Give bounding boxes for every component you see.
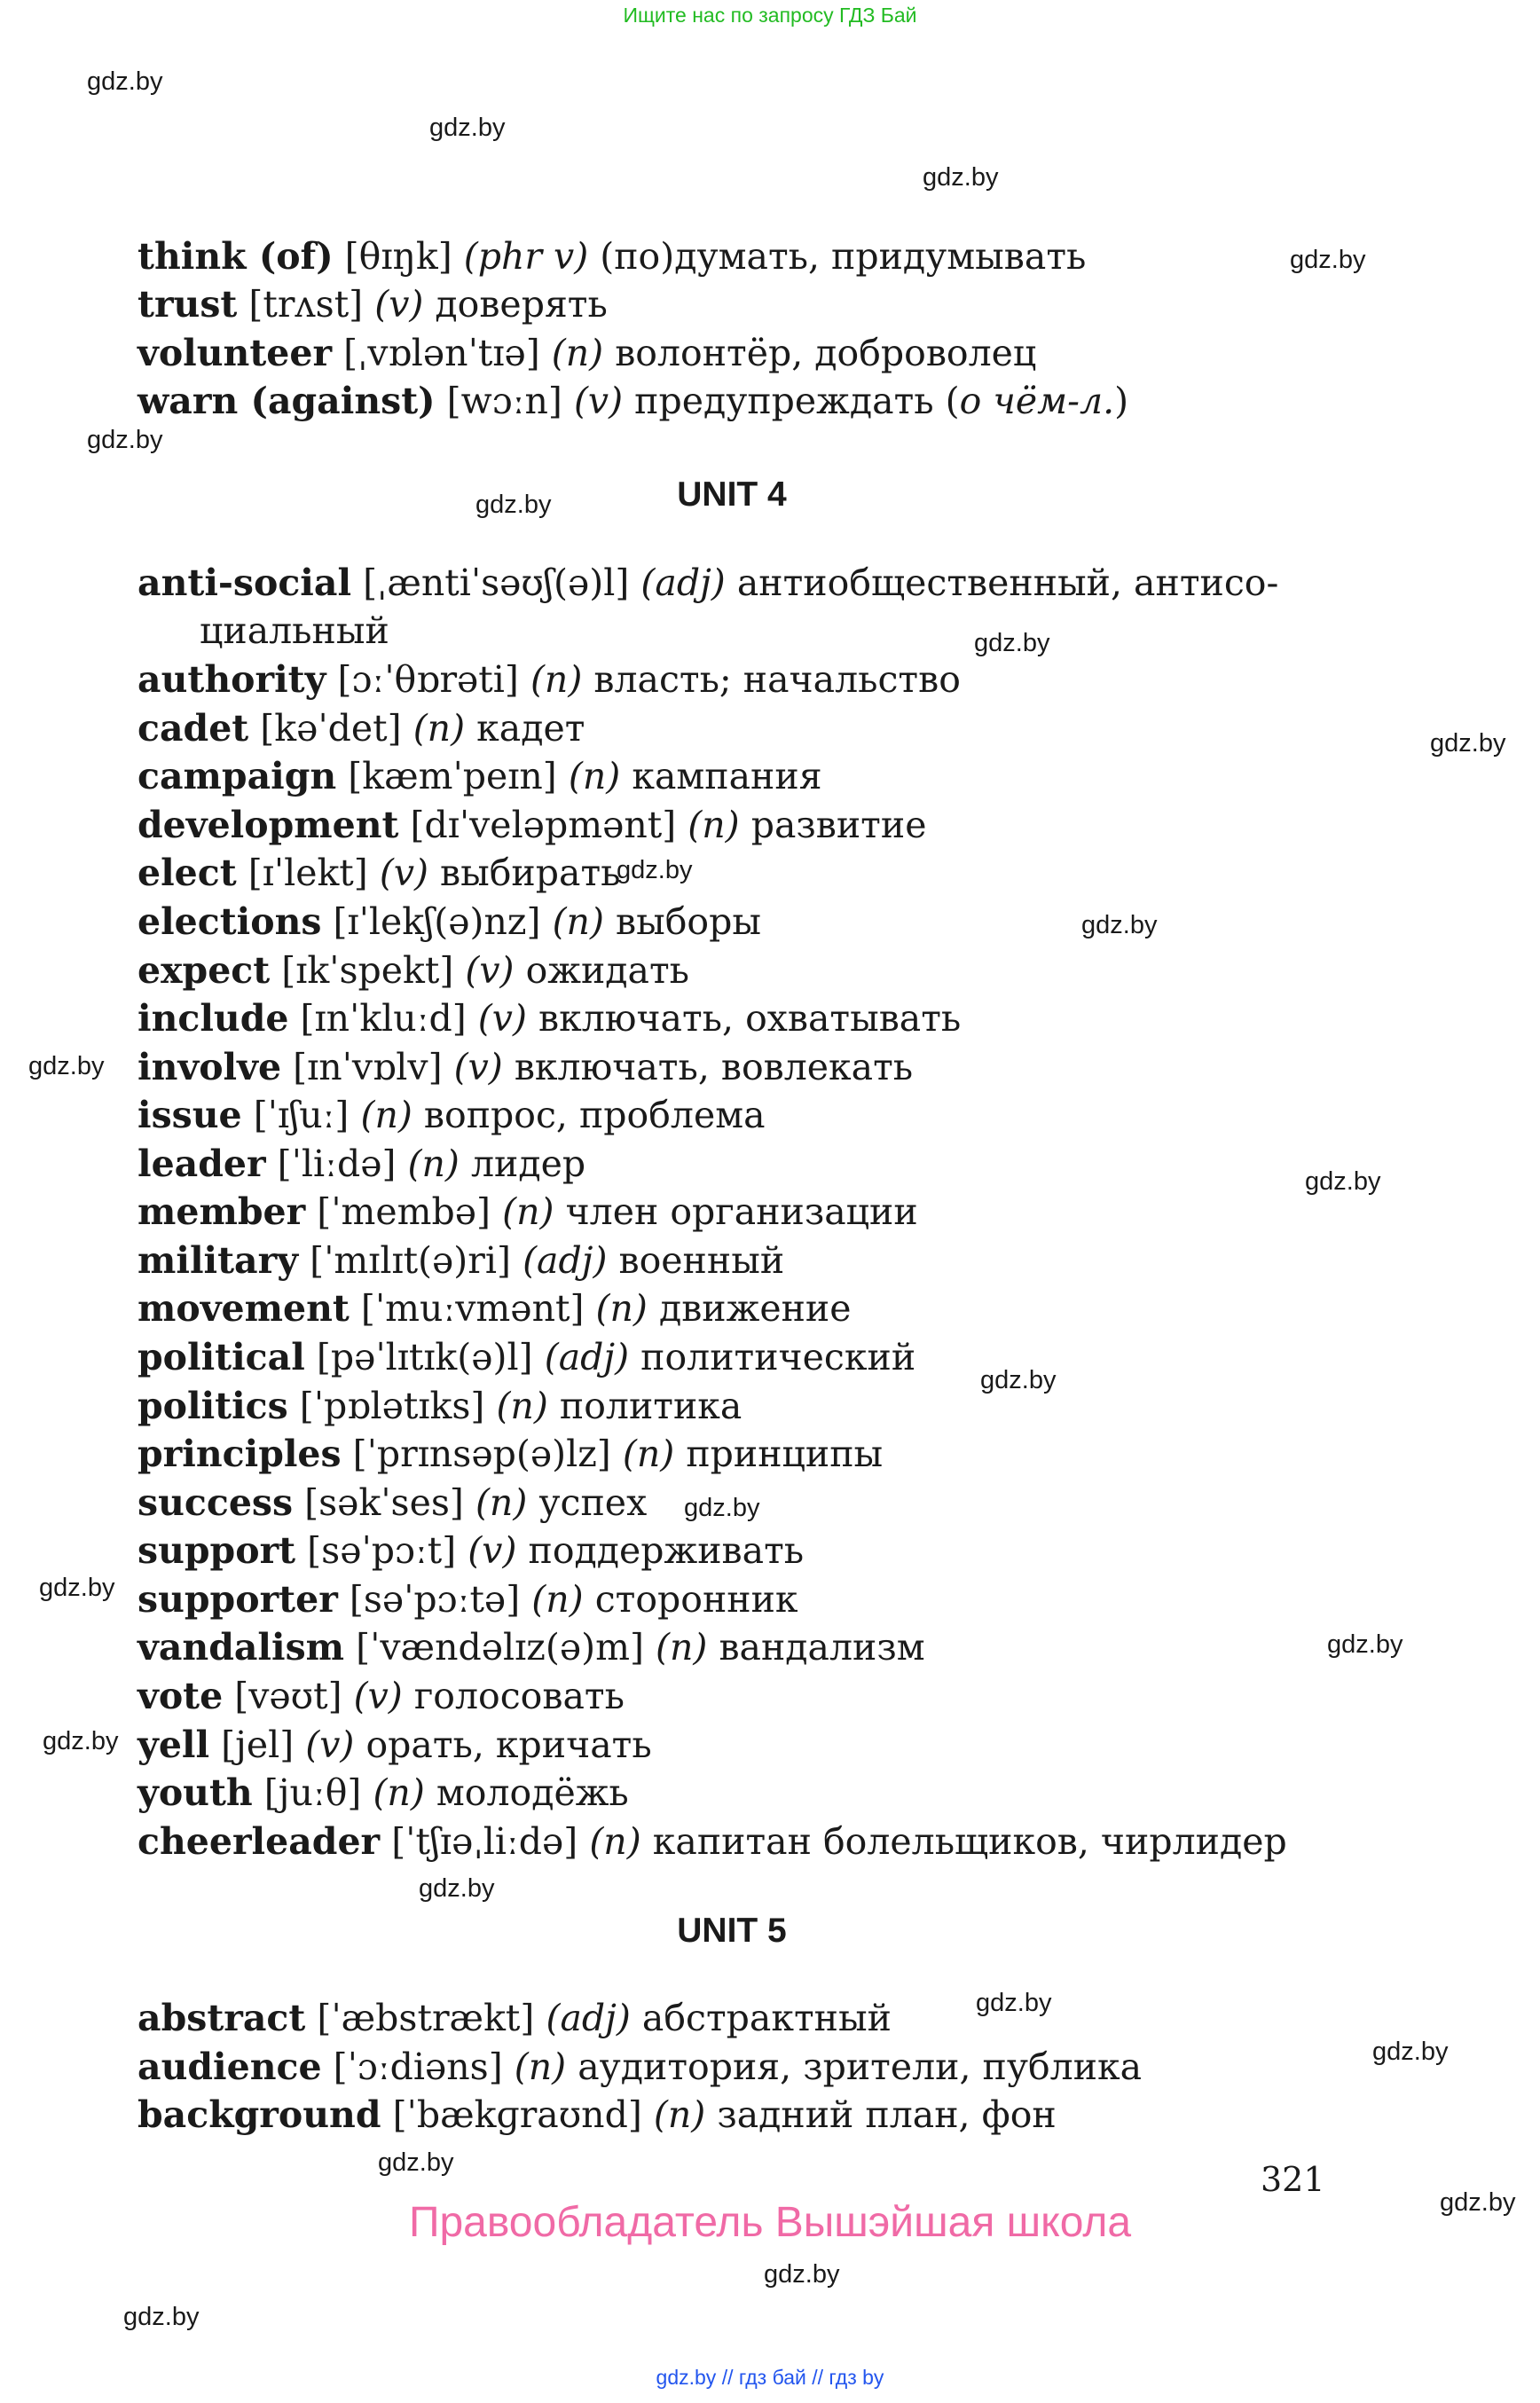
watermark: gdz.by	[1290, 246, 1366, 274]
part-of-speech: (n)	[412, 707, 466, 750]
translation: выборы	[616, 900, 761, 943]
part-of-speech: (v)	[374, 283, 424, 326]
unit-heading: UNIT 4	[677, 475, 787, 514]
vocab-entry	[138, 232, 1379, 280]
headword: elect	[138, 852, 237, 894]
translation: предупреждать (	[634, 380, 960, 422]
watermark: gdz.by	[980, 1366, 1057, 1394]
part-of-speech: (n)	[360, 1094, 412, 1136]
watermark: gdz.by	[28, 1052, 105, 1080]
translation: политика	[559, 1385, 742, 1427]
transcription: [ˈbækɡraʊnd]	[392, 2093, 642, 2136]
vocab-entry	[138, 1382, 1379, 1430]
translation: вандализм	[719, 1626, 925, 1669]
transcription: [ˈmɪlɪt(ə)ri]	[310, 1239, 512, 1282]
translation-continued: циальный	[200, 609, 389, 652]
transcription: [ɔːˈθɒrəti]	[337, 658, 519, 701]
transcription: [ˌvɒlənˈtɪə]	[343, 332, 540, 374]
transcription: [ˈvændəlɪz(ə)m]	[356, 1626, 644, 1669]
transcription: [səˈpɔːtə]	[349, 1578, 521, 1621]
transcription: [jel]	[221, 1724, 295, 1766]
headword: issue	[138, 1094, 242, 1136]
headword: authority	[138, 658, 326, 701]
vocab-entry	[138, 1043, 1379, 1091]
vocab-entry	[138, 1430, 1379, 1478]
unit-heading: UNIT 5	[677, 1912, 787, 1950]
transcription: [trʌst]	[248, 283, 364, 326]
translation: включать, вовлекать	[514, 1046, 914, 1088]
headword: principles	[138, 1433, 342, 1475]
translation: кампания	[632, 755, 822, 797]
translation: власть; начальство	[593, 658, 961, 701]
transcription: [ɪˈlekʃ(ə)nz]	[333, 900, 541, 943]
headword: background	[138, 2093, 381, 2136]
headword: vote	[138, 1675, 224, 1717]
transcription: [ˈæbstrækt]	[317, 1997, 535, 2039]
part-of-speech: (n)	[514, 2046, 567, 2088]
transcription: [juːθ]	[263, 1771, 362, 1814]
watermark: gdz.by	[1440, 2188, 1516, 2217]
watermark: gdz.by	[974, 629, 1050, 657]
part-of-speech: (n)	[552, 900, 604, 943]
watermark: gdz.by	[617, 856, 693, 884]
vocab-entry	[138, 1284, 1379, 1332]
transcription: [dɪˈveləpmənt]	[410, 804, 677, 846]
translation: включать, охватывать	[538, 997, 962, 1040]
part-of-speech: (v)	[353, 1675, 403, 1717]
part-of-speech: (adj)	[544, 1336, 630, 1378]
vocab-entry	[138, 801, 1379, 849]
vocab-entry	[138, 656, 1379, 703]
part-of-speech: (v)	[379, 852, 428, 894]
headword: politics	[138, 1385, 288, 1427]
part-of-speech: (n)	[551, 332, 604, 374]
translation: политический	[640, 1336, 916, 1378]
translation: абстрактный	[641, 1997, 892, 2039]
headword: movement	[138, 1287, 350, 1330]
headword: expect	[138, 949, 271, 992]
vocab-entry	[138, 1527, 1379, 1575]
transcription: [səˈpɔːt]	[307, 1529, 457, 1572]
transcription: [wɔːn]	[446, 380, 562, 422]
translation: орать, кричать	[365, 1724, 652, 1766]
vocab-entry	[138, 1994, 1379, 2042]
part-of-speech: (adj)	[640, 561, 726, 604]
part-of-speech: (v)	[465, 949, 515, 992]
translation: ожидать	[525, 949, 689, 992]
vocab-entry	[138, 329, 1379, 377]
part-of-speech: (v)	[305, 1724, 355, 1766]
watermark: gdz.by	[87, 67, 163, 96]
part-of-speech: (phr v)	[463, 235, 589, 278]
headword: abstract	[138, 1997, 306, 2039]
part-of-speech: (n)	[407, 1143, 460, 1185]
page-number: 321	[1261, 2160, 1325, 2199]
watermark: gdz.by	[87, 426, 163, 454]
part-of-speech: (adj)	[546, 1997, 631, 2039]
part-of-speech: (n)	[530, 658, 583, 701]
headword: youth	[138, 1771, 253, 1814]
watermark: gdz.by	[1430, 729, 1506, 758]
part-of-speech: (v)	[573, 380, 624, 422]
headword: cheerleader	[138, 1820, 381, 1863]
translation: выбирать	[440, 852, 621, 894]
part-of-speech: (n)	[531, 1578, 584, 1621]
part-of-speech: (n)	[589, 1820, 641, 1863]
translation: принципы	[686, 1433, 884, 1475]
vocab-entry	[138, 1818, 1379, 1865]
translation: военный	[618, 1239, 785, 1282]
headword: leader	[138, 1143, 266, 1185]
watermark: gdz.by	[378, 2148, 454, 2177]
vocab-entry	[138, 2091, 1379, 2139]
vocab-entry	[138, 849, 1379, 897]
transcription: [ˈliːdə]	[277, 1143, 397, 1185]
transcription: [ˈprɪnsəp(ə)lz]	[352, 1433, 611, 1475]
translation: молодёжь	[436, 1771, 629, 1814]
headword: cadet	[138, 707, 249, 750]
headword: political	[138, 1336, 305, 1378]
translation: голосовать	[413, 1675, 625, 1717]
translation: успех	[538, 1481, 648, 1524]
headword: think (of)	[138, 235, 334, 278]
transcription: [vəʊt]	[234, 1675, 342, 1717]
transcription: [ˌæntiˈsəʊʃ(ə)l]	[363, 561, 630, 604]
headword: anti-social	[138, 561, 352, 604]
headword: campaign	[138, 755, 337, 797]
watermark: gdz.by	[923, 163, 999, 192]
vocab-entry	[138, 1623, 1379, 1671]
translation: вопрос, проблема	[423, 1094, 766, 1136]
translation: сторонник	[594, 1578, 798, 1621]
part-of-speech: (v)	[453, 1046, 503, 1088]
translation: член организации	[565, 1190, 918, 1233]
headword: development	[138, 804, 399, 846]
part-of-speech: (adj)	[522, 1239, 608, 1282]
headword: support	[138, 1529, 296, 1572]
part-of-speech: (n)	[595, 1287, 648, 1330]
watermark: gdz.by	[684, 1494, 760, 1522]
transcription: [kæmˈpeɪn]	[348, 755, 557, 797]
rights-holder: Правообладатель Вышэйшая школа	[408, 2199, 1132, 2246]
usage-note: о чём-л.	[959, 380, 1115, 422]
part-of-speech: (v)	[468, 1529, 517, 1572]
watermark: gdz.by	[1372, 2038, 1449, 2066]
translation: лидер	[470, 1143, 586, 1185]
headword: vandalism	[138, 1626, 345, 1669]
transcription: [pəˈlɪtɪk(ə)l]	[316, 1336, 533, 1378]
vocab-entry: warn (against) [wɔːn] (v) предупреждать (о чём-л.)	[138, 380, 1129, 422]
vocab-entry	[138, 1188, 1379, 1236]
part-of-speech: (n)	[568, 755, 621, 797]
transcription: [ˈtʃɪəˌliːdə]	[391, 1820, 578, 1863]
vocab-entry	[138, 704, 1379, 752]
transcription: [ˈɔːdiəns]	[333, 2046, 503, 2088]
headword: volunteer	[138, 332, 333, 374]
headword: success	[138, 1481, 294, 1524]
vocab-entry	[138, 280, 1379, 328]
translation: задний план, фон	[717, 2093, 1057, 2136]
translation: (по)думать, придумывать	[600, 235, 1087, 278]
transcription: [ɪkˈspekt]	[281, 949, 454, 992]
headword: trust	[138, 283, 238, 326]
part-of-speech: (n)	[502, 1190, 554, 1233]
vocab-entry	[138, 1479, 1379, 1527]
headword: audience	[138, 2046, 322, 2088]
headword: warn (against)	[138, 380, 436, 422]
part-of-speech: (n)	[475, 1481, 528, 1524]
vocab-entry	[138, 2043, 1379, 2091]
vocab-entry	[138, 1575, 1379, 1623]
part-of-speech: (n)	[496, 1385, 548, 1427]
vocab-entry	[138, 1333, 1379, 1381]
vocab-entry	[138, 1140, 1379, 1188]
headword: military	[138, 1239, 299, 1282]
headword: include	[138, 997, 289, 1040]
part-of-speech: (n)	[653, 2093, 706, 2136]
headword: member	[138, 1190, 306, 1233]
translation: движение	[658, 1287, 852, 1330]
part-of-speech: (v)	[477, 997, 527, 1040]
vocab-entry	[138, 898, 1379, 946]
transcription: [ɪnˈvɒlv]	[293, 1046, 443, 1088]
vocab-entry	[138, 1721, 1379, 1769]
part-of-speech: (n)	[373, 1771, 425, 1814]
watermark: gdz.by	[419, 1874, 495, 1903]
part-of-speech: (n)	[656, 1626, 708, 1669]
vocab-entry	[138, 946, 1379, 994]
vocab-entry	[138, 994, 1379, 1042]
watermark: gdz.by	[764, 2260, 840, 2289]
vocab-entry	[138, 1672, 1379, 1720]
part-of-speech: (n)	[622, 1433, 675, 1475]
transcription: [ˈpɒlətɪks]	[299, 1385, 485, 1427]
transcription: [kəˈdet]	[260, 707, 402, 750]
watermark: gdz.by	[43, 1727, 119, 1755]
watermark: gdz.by	[976, 1989, 1052, 2017]
vocab-entry	[138, 1769, 1379, 1817]
top-banner-link[interactable]: Ищите нас по запросу ГДЗ Бай	[623, 4, 917, 27]
transcription: [ɪˈlekt]	[248, 852, 368, 894]
bottom-links[interactable]: gdz.by // гдз бай // гдз by	[656, 2366, 884, 2389]
headword: involve	[138, 1046, 282, 1088]
part-of-speech: (n)	[688, 804, 740, 846]
watermark: gdz.by	[475, 491, 552, 519]
watermark: gdz.by	[1327, 1630, 1403, 1659]
watermark: gdz.by	[123, 2303, 200, 2331]
transcription: [ˈmuːvmənt]	[360, 1287, 585, 1330]
translation: доверять	[435, 283, 608, 326]
headword: yell	[138, 1724, 210, 1766]
transcription: [ˈmembə]	[317, 1190, 491, 1233]
translation: аудитория, зрители, публика	[578, 2046, 1143, 2088]
headword: elections	[138, 900, 322, 943]
translation: кадет	[476, 707, 585, 750]
vocab-entry	[138, 1237, 1379, 1284]
headword: supporter	[138, 1578, 338, 1621]
translation: поддерживать	[528, 1529, 805, 1572]
watermark: gdz.by	[1305, 1167, 1381, 1196]
transcription: [ˈɪʃuː]	[253, 1094, 350, 1136]
watermark: gdz.by	[429, 114, 506, 142]
watermark: gdz.by	[39, 1574, 115, 1602]
transcription: [səkˈses]	[304, 1481, 464, 1524]
transcription: [ɪnˈkluːd]	[300, 997, 467, 1040]
translation: антиобщественный, антисо-	[736, 561, 1279, 604]
vocab-entry	[138, 559, 1379, 607]
transcription: [θɪŋk]	[344, 235, 452, 278]
vocab-entry	[138, 752, 1379, 800]
vocab-entry	[138, 1091, 1379, 1139]
translation: волонтёр, доброволец	[615, 332, 1037, 374]
translation: развитие	[750, 804, 927, 846]
watermark: gdz.by	[1081, 911, 1158, 939]
translation: капитан болельщиков, чирлидер	[652, 1820, 1287, 1863]
